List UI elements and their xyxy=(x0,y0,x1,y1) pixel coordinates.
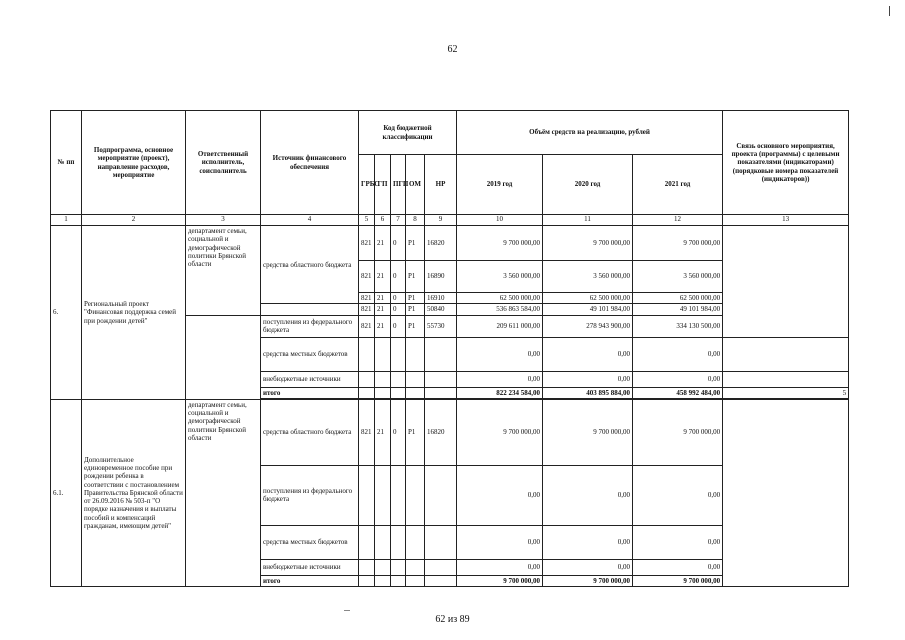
total-2021: 9 700 000,00 xyxy=(633,575,723,586)
link-cell xyxy=(723,337,849,371)
col-number: 3 xyxy=(186,215,261,226)
om-cell: P1 xyxy=(406,399,425,465)
row61-src-extra: внебюджетные источники xyxy=(261,559,359,575)
link-cell xyxy=(723,399,849,586)
om-cell: P1 xyxy=(406,304,425,315)
om-cell: P1 xyxy=(406,226,425,261)
header-num: № пп xyxy=(51,111,82,215)
empty-cell xyxy=(359,337,375,371)
amount-2019: 9 700 000,00 xyxy=(457,226,543,261)
header-gp: ГП xyxy=(375,155,391,215)
np-cell: 55730 xyxy=(425,315,457,337)
col-number: 10 xyxy=(457,215,543,226)
grbs-cell: 821 xyxy=(359,261,375,293)
col-number: 12 xyxy=(633,215,723,226)
empty-cell xyxy=(425,337,457,371)
empty-cell xyxy=(359,465,375,525)
col-number: 6 xyxy=(375,215,391,226)
empty-cell xyxy=(391,465,406,525)
col-number: 9 xyxy=(425,215,457,226)
amount-2020: 3 560 000,00 xyxy=(543,261,633,293)
np-cell: 16820 xyxy=(425,226,457,261)
amount-2019: 536 863 584,00 xyxy=(457,304,543,315)
row6-responsible: департамент семьи, социальной и демографической политики Брянской области xyxy=(186,226,261,316)
row61-total-label: итого xyxy=(261,575,359,586)
col-number: 7 xyxy=(391,215,406,226)
amount-2019: 0,00 xyxy=(457,525,543,559)
amount-2021: 9 700 000,00 xyxy=(633,399,723,465)
np-cell: 16890 xyxy=(425,261,457,293)
header-om: ОМ xyxy=(406,155,425,215)
row6-name: Региональный проект "Финансовая поддержка семей при рождении детей" xyxy=(82,226,186,400)
empty-cell xyxy=(375,387,391,398)
empty-cell xyxy=(391,559,406,575)
amount-2019: 0,00 xyxy=(457,559,543,575)
amount-2020: 0,00 xyxy=(543,337,633,371)
empty-cell xyxy=(375,465,391,525)
scan-corner-mark xyxy=(889,6,890,16)
total-2020: 403 895 884,00 xyxy=(543,387,633,398)
header-source: Источник финансового обеспечения xyxy=(261,111,359,215)
grbs-cell: 821 xyxy=(359,304,375,315)
row6-src-federal: поступления из федерального бюджета xyxy=(261,315,359,337)
gp-cell: 21 xyxy=(375,304,391,315)
empty-cell xyxy=(425,371,457,387)
empty-cell xyxy=(406,465,425,525)
empty-cell xyxy=(425,387,457,398)
pgp-cell: 0 xyxy=(391,399,406,465)
amount-2021: 0,00 xyxy=(633,525,723,559)
amount-2019: 209 611 000,00 xyxy=(457,315,543,337)
col-number: 5 xyxy=(359,215,375,226)
gp-cell: 21 xyxy=(375,399,391,465)
amount-2021: 49 101 984,00 xyxy=(633,304,723,315)
header-2021: 2021 год xyxy=(633,155,723,215)
empty-cell xyxy=(406,387,425,398)
row6-src-local: средства местных бюджетов xyxy=(261,337,359,371)
empty-cell xyxy=(391,387,406,398)
amount-2019: 3 560 000,00 xyxy=(457,261,543,293)
row61-src-regional: средства областного бюджета xyxy=(261,399,359,465)
empty-cell xyxy=(375,337,391,371)
row61-src-local: средства местных бюджетов xyxy=(261,525,359,559)
empty-cell xyxy=(359,371,375,387)
empty-cell xyxy=(375,559,391,575)
budget-table xyxy=(50,110,849,587)
pgp-cell: 0 xyxy=(391,261,406,293)
empty-cell xyxy=(391,337,406,371)
link-cell xyxy=(723,371,849,387)
amount-2021: 334 130 500,00 xyxy=(633,315,723,337)
page-footer: 62 из 89 xyxy=(435,614,470,625)
header-grbs: ГРБС xyxy=(359,155,375,215)
amount-2020: 62 500 000,00 xyxy=(543,293,633,304)
empty-cell xyxy=(425,525,457,559)
amount-2020: 0,00 xyxy=(543,525,633,559)
col-number: 13 xyxy=(723,215,849,226)
empty-cell xyxy=(406,525,425,559)
np-cell: 16820 xyxy=(425,399,457,465)
amount-2021: 62 500 000,00 xyxy=(633,293,723,304)
amount-2019: 62 500 000,00 xyxy=(457,293,543,304)
empty-cell xyxy=(359,387,375,398)
row6-num: 6. xyxy=(51,226,82,400)
amount-2021: 0,00 xyxy=(633,337,723,371)
om-cell: P1 xyxy=(406,261,425,293)
amount-2020: 49 101 984,00 xyxy=(543,304,633,315)
grbs-cell: 821 xyxy=(359,226,375,261)
grbs-cell: 821 xyxy=(359,293,375,304)
gp-cell: 21 xyxy=(375,226,391,261)
header-pgp: ПГП xyxy=(391,155,406,215)
header-2019: 2019 год xyxy=(457,155,543,215)
total-2019: 9 700 000,00 xyxy=(457,575,543,586)
total-2021: 458 992 484,00 xyxy=(633,387,723,398)
pgp-cell: 0 xyxy=(391,315,406,337)
empty-cell xyxy=(406,371,425,387)
row61-num: 6.1. xyxy=(51,399,82,586)
col-number: 1 xyxy=(51,215,82,226)
row61-src-federal: поступления из федерального бюджета xyxy=(261,465,359,525)
row61-name: Дополнительное единовременное пособие при рождении ребенка в соответствии с постановлением Правительства Брянской области от 26.09.2016 № 503-п "О порядке назначения и выплаты пособий и компенсаций гражданам, имеющим детей" xyxy=(82,399,186,586)
empty-cell xyxy=(359,575,375,586)
empty-cell xyxy=(425,465,457,525)
header-subprogram: Подпрограмма, основное мероприятие (проект), направление расходов, мероприятие xyxy=(82,111,186,215)
empty-cell xyxy=(375,525,391,559)
empty-cell xyxy=(406,559,425,575)
amount-2020: 278 943 900,00 xyxy=(543,315,633,337)
row6-total-label: итого xyxy=(261,387,359,398)
om-cell: P1 xyxy=(406,293,425,304)
header-row xyxy=(51,111,849,155)
link-indicator: 5 xyxy=(723,387,849,398)
source-cell-empty xyxy=(261,304,359,315)
link-cell xyxy=(723,226,849,338)
empty-cell xyxy=(391,371,406,387)
amount-2020: 0,00 xyxy=(543,371,633,387)
amount-2019: 9 700 000,00 xyxy=(457,399,543,465)
col-number: 2 xyxy=(82,215,186,226)
pgp-cell: 0 xyxy=(391,304,406,315)
amount-2019: 0,00 xyxy=(457,465,543,525)
scan-mark xyxy=(344,610,350,611)
responsible-cell-empty xyxy=(186,315,261,399)
grbs-cell: 821 xyxy=(359,315,375,337)
amount-2020: 0,00 xyxy=(543,559,633,575)
row6-src-regional: средства областного бюджета xyxy=(261,226,359,304)
empty-cell xyxy=(391,575,406,586)
header-link: Связь основного мероприятия, проекта (программы) с целевыми показателями (индикаторами) (порядковые номера показателей (индикаторов)) xyxy=(723,111,849,215)
empty-cell xyxy=(375,575,391,586)
amount-2021: 3 560 000,00 xyxy=(633,261,723,293)
row61-responsible: департамент семьи, социальной и демографической политики Брянской области xyxy=(186,399,261,586)
col-number: 11 xyxy=(543,215,633,226)
header-np: НР xyxy=(425,155,457,215)
pgp-cell: 0 xyxy=(391,226,406,261)
row6-src-extra: внебюджетные источники xyxy=(261,371,359,387)
page-number: 62 xyxy=(447,44,458,55)
empty-cell xyxy=(359,525,375,559)
amount-2021: 0,00 xyxy=(633,559,723,575)
empty-cell xyxy=(406,575,425,586)
pgp-cell: 0 xyxy=(391,293,406,304)
amount-2019: 0,00 xyxy=(457,371,543,387)
total-2019: 822 234 584,00 xyxy=(457,387,543,398)
empty-cell xyxy=(391,525,406,559)
header-2020: 2020 год xyxy=(543,155,633,215)
empty-cell xyxy=(425,575,457,586)
amount-2021: 0,00 xyxy=(633,371,723,387)
amount-2020: 0,00 xyxy=(543,465,633,525)
amount-2020: 9 700 000,00 xyxy=(543,226,633,261)
empty-cell xyxy=(406,337,425,371)
gp-cell: 21 xyxy=(375,261,391,293)
empty-cell xyxy=(375,371,391,387)
header-responsible: Ответственный исполнитель, соисполнитель xyxy=(186,111,261,215)
table-row xyxy=(51,399,849,465)
amount-2021: 0,00 xyxy=(633,465,723,525)
column-number-row xyxy=(51,215,849,226)
gp-cell: 21 xyxy=(375,293,391,304)
header-budget-code: Код бюджетной классификации xyxy=(359,111,457,155)
total-2020: 9 700 000,00 xyxy=(543,575,633,586)
empty-cell xyxy=(425,559,457,575)
amount-2021: 9 700 000,00 xyxy=(633,226,723,261)
gp-cell: 21 xyxy=(375,315,391,337)
grbs-cell: 821 xyxy=(359,399,375,465)
empty-cell xyxy=(359,559,375,575)
amount-2019: 0,00 xyxy=(457,337,543,371)
table-row xyxy=(51,226,849,261)
np-cell: 16910 xyxy=(425,293,457,304)
np-cell: 50840 xyxy=(425,304,457,315)
amount-2020: 9 700 000,00 xyxy=(543,399,633,465)
om-cell: P1 xyxy=(406,315,425,337)
col-number: 8 xyxy=(406,215,425,226)
header-volume: Объём средств на реализацию, рублей xyxy=(457,111,723,155)
col-number: 4 xyxy=(261,215,359,226)
